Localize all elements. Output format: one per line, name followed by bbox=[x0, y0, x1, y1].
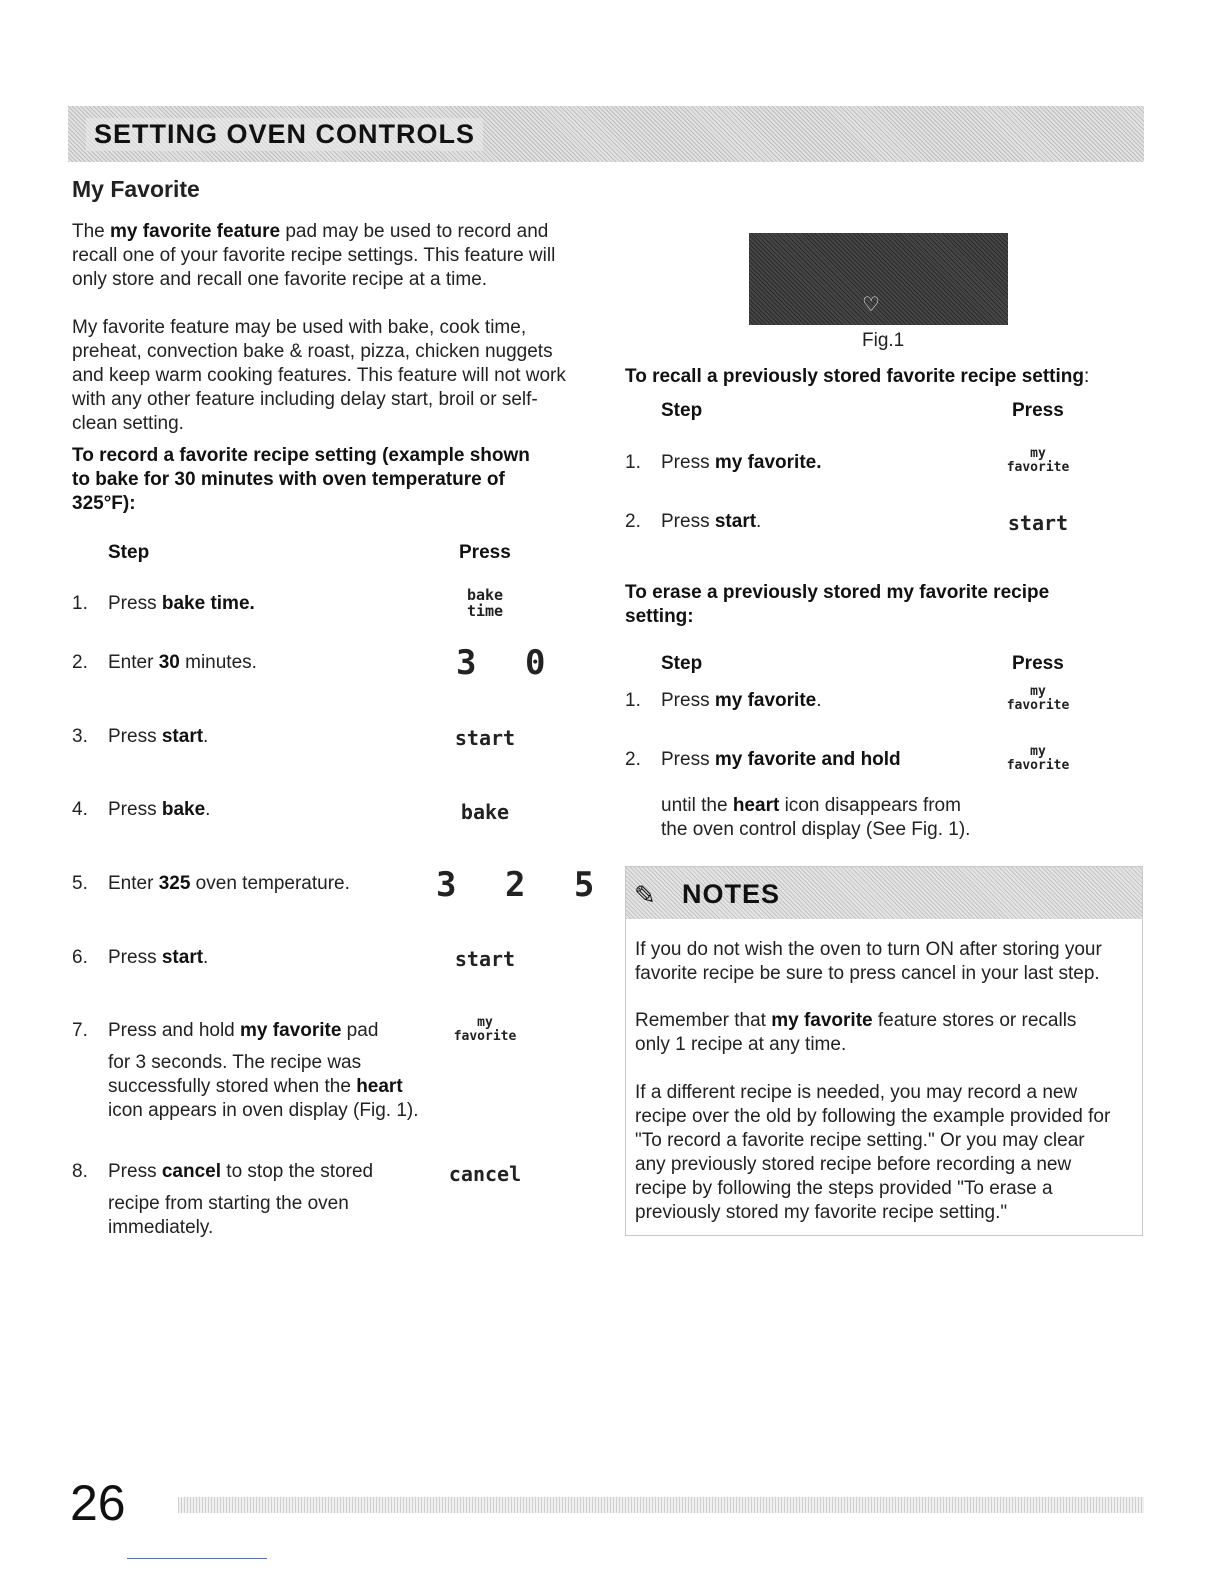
recall-press-header: Press bbox=[1012, 400, 1064, 421]
step-number: 4. bbox=[72, 799, 88, 820]
banner-title: SETTING OVEN CONTROLS bbox=[86, 118, 483, 151]
start-key: start bbox=[454, 947, 516, 971]
my-favorite-key: my favorite bbox=[453, 1015, 517, 1044]
digit-keys-30: 3 0 bbox=[456, 643, 560, 683]
record-step-8: Press cancel to stop the stored recipe from starting the oven immediately. bbox=[108, 1161, 374, 1238]
record-step-4: Press bake. bbox=[108, 799, 211, 820]
recall-step-2: Press start. bbox=[661, 511, 762, 532]
pencil-note-icon: ✎ bbox=[634, 880, 656, 910]
erase-step-1: Press my favorite. bbox=[661, 690, 822, 711]
footer-bar bbox=[178, 1497, 1144, 1513]
cancel-key: cancel bbox=[448, 1162, 522, 1186]
erase-press-header: Press bbox=[1012, 653, 1064, 674]
notes-title: NOTES bbox=[682, 879, 781, 909]
step-number: 1. bbox=[72, 593, 88, 614]
section-banner bbox=[68, 106, 1144, 162]
record-heading: To record a favorite recipe setting (example shown to bake for 30 minutes with oven temperature of 325°F): bbox=[72, 445, 530, 514]
heart-outline-icon: ♡ bbox=[862, 294, 880, 316]
record-press-header: Press bbox=[459, 542, 511, 563]
erase-step-header: Step bbox=[661, 653, 703, 674]
figure-caption: Fig.1 bbox=[862, 330, 905, 351]
my-favorite-key: my favorite bbox=[1006, 684, 1070, 713]
step-number: 5. bbox=[72, 873, 88, 894]
bake-key: bake bbox=[460, 800, 510, 824]
step-number: 2. bbox=[625, 749, 641, 770]
page-number: 26 bbox=[70, 1475, 126, 1531]
my-favorite-key: my favorite bbox=[1006, 744, 1070, 773]
start-key: start bbox=[454, 726, 516, 750]
start-key: start bbox=[1007, 511, 1069, 535]
recall-step-1: Press my favorite. bbox=[661, 452, 822, 473]
step-number: 1. bbox=[625, 690, 641, 711]
my-favorite-key: my favorite bbox=[1006, 446, 1070, 475]
step-number: 8. bbox=[72, 1161, 88, 1182]
record-step-2: Enter 30 minutes. bbox=[108, 652, 257, 673]
record-step-3: Press start. bbox=[108, 726, 209, 747]
step-number: 7. bbox=[72, 1020, 88, 1041]
step-number: 2. bbox=[625, 511, 641, 532]
recall-step-header: Step bbox=[661, 400, 703, 421]
page-title: My Favorite bbox=[72, 176, 200, 202]
notes-box bbox=[625, 866, 1143, 1236]
step-number: 3. bbox=[72, 726, 88, 747]
step-number: 2. bbox=[72, 652, 88, 673]
bake-time-key: bake time bbox=[466, 586, 504, 620]
record-step-header: Step bbox=[108, 542, 150, 563]
erase-heading: To erase a previously stored my favorite recipe setting: bbox=[625, 582, 1050, 627]
record-step-6: Press start. bbox=[108, 947, 209, 968]
record-step-1: Press bake time. bbox=[108, 593, 255, 614]
erase-step-2: Press my favorite and hold until the heart icon disappears from the oven control display (See Fig. 1). bbox=[661, 749, 971, 840]
note-2: Remember that my favorite feature stores or recalls only 1 recipe at any time. bbox=[635, 1010, 1077, 1055]
note-1: If you do not wish the oven to turn ON after storing your favorite recipe be sure to press cancel in your last step. bbox=[635, 939, 1102, 984]
step-number: 6. bbox=[72, 947, 88, 968]
intro-paragraph-1: The my favorite feature pad may be used to record and recall one of your favorite recipe settings. This feature will only store and recall one favorite recipe at a time. bbox=[72, 221, 556, 290]
step-number: 1. bbox=[625, 452, 641, 473]
record-step-7: Press and hold my favorite pad for 3 seconds. The recipe was successfully stored when the heart icon appears in oven display (Fig. 1). bbox=[108, 1020, 419, 1121]
intro-paragraph-2: My favorite feature may be used with bake, cook time, preheat, convection bake & roast, pizza, chicken nuggets and keep warm cooking features. This feature will not work with any other feature including delay start, broil or self- clean setting. bbox=[72, 317, 566, 434]
digit-keys-325: 3 2 5 bbox=[436, 865, 609, 905]
notes-header bbox=[626, 867, 1142, 919]
footer-underline bbox=[127, 1558, 267, 1559]
record-step-5: Enter 325 oven temperature. bbox=[108, 873, 350, 894]
note-3: If a different recipe is needed, you may record a new recipe over the old by following the example provided for "To record a favorite recipe setting." Or you may clear any previously stored recipe before recording a new recipe by following the steps provided "To erase a previously stored my favorite recipe setting." bbox=[635, 1082, 1111, 1223]
recall-heading: To recall a previously stored favorite recipe setting: bbox=[625, 366, 1090, 387]
